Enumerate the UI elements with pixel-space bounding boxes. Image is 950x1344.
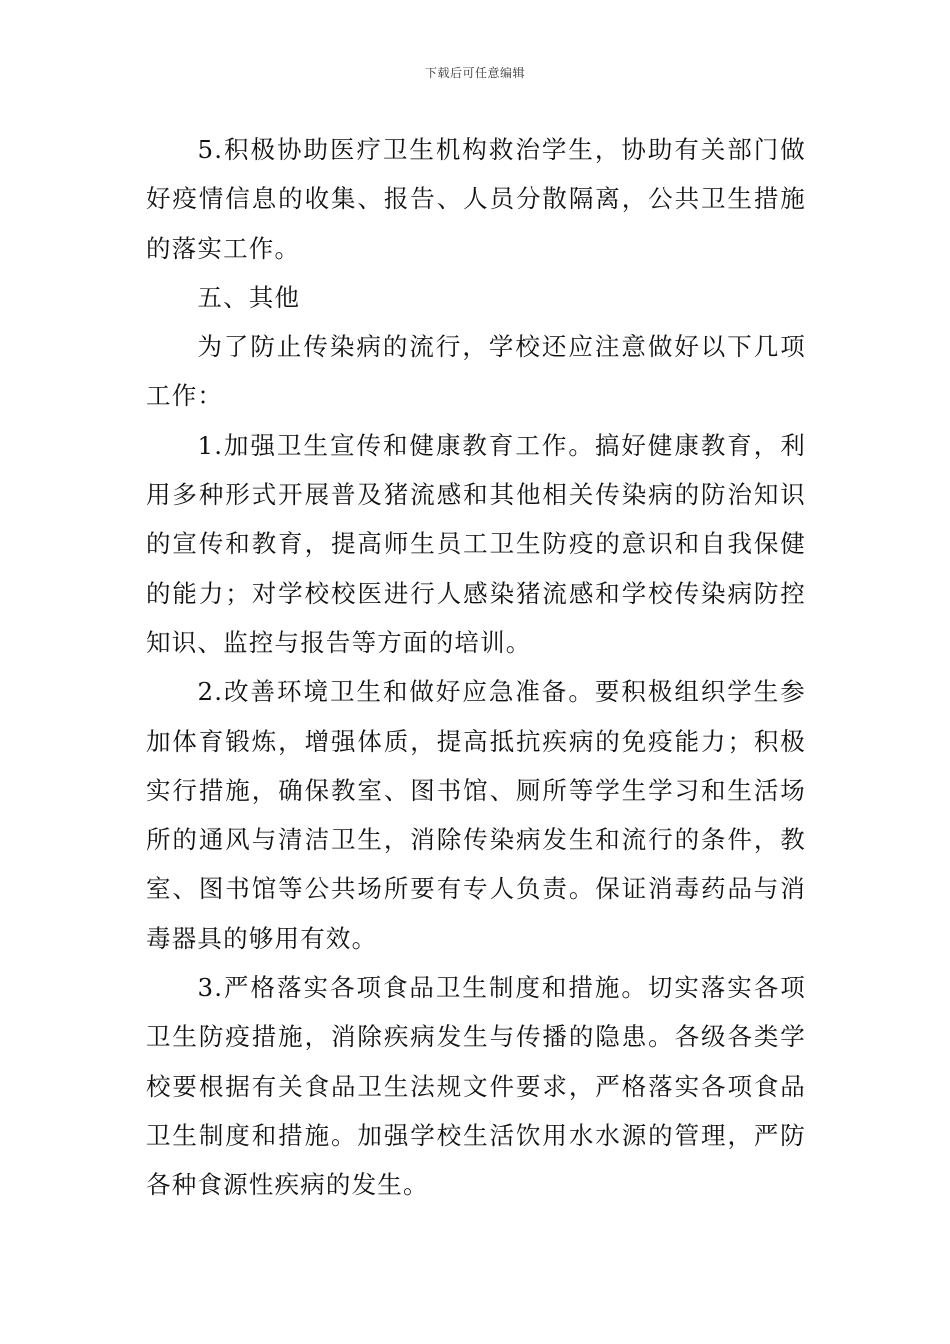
paragraph-item-1-health-education: 1.加强卫生宣传和健康教育工作。搞好健康教育，利用多种形式开展普及猪流感和其他相关传染病的防治知识的宣传和教育，提高师生员工卫生防疫的意识和自我保健的能力；对学校校医进行人感染猪流感和学校传染病防控知识、监控与报告等方面的培训。 xyxy=(146,430,806,657)
document-body xyxy=(146,125,806,1210)
section-heading-other: 五、其他 xyxy=(197,282,301,312)
paragraph-item-3-food-hygiene: 3.严格落实各项食品卫生制度和措施。切实落实各项卫生防疫措施，消除疾病发生与传播的隐患。各级各类学校要根据有关食品卫生法规文件要求，严格落实各项食品卫生制度和措施。加强学校生活饮用水水源的管理，严防各种食源性疾病的发生。 xyxy=(146,973,806,1200)
page-header: 下载后可任意编辑 xyxy=(424,66,525,80)
paragraph-intro: 为了防止传染病的流行，学校还应注意做好以下几项工作： xyxy=(146,332,806,411)
paragraph-item-5-assist: 5.积极协助医疗卫生机构救治学生，协助有关部门做好疫情信息的收集、报告、人员分散隔离，公共卫生措施的落实工作。 xyxy=(146,135,806,263)
paragraph-item-2-environment: 2.改善环境卫生和做好应急准备。要积极组织学生参加体育锻炼，增强体质，提高抵抗疾病的免疫能力；积极实行措施，确保教室、图书馆、厕所等学生学习和生活场所的通风与清洁卫生，消除传染病发生和流行的条件，教室、图书馆等公共场所要有专人负责。保证消毒药品与消毒器具的够用有效。 xyxy=(146,677,806,953)
